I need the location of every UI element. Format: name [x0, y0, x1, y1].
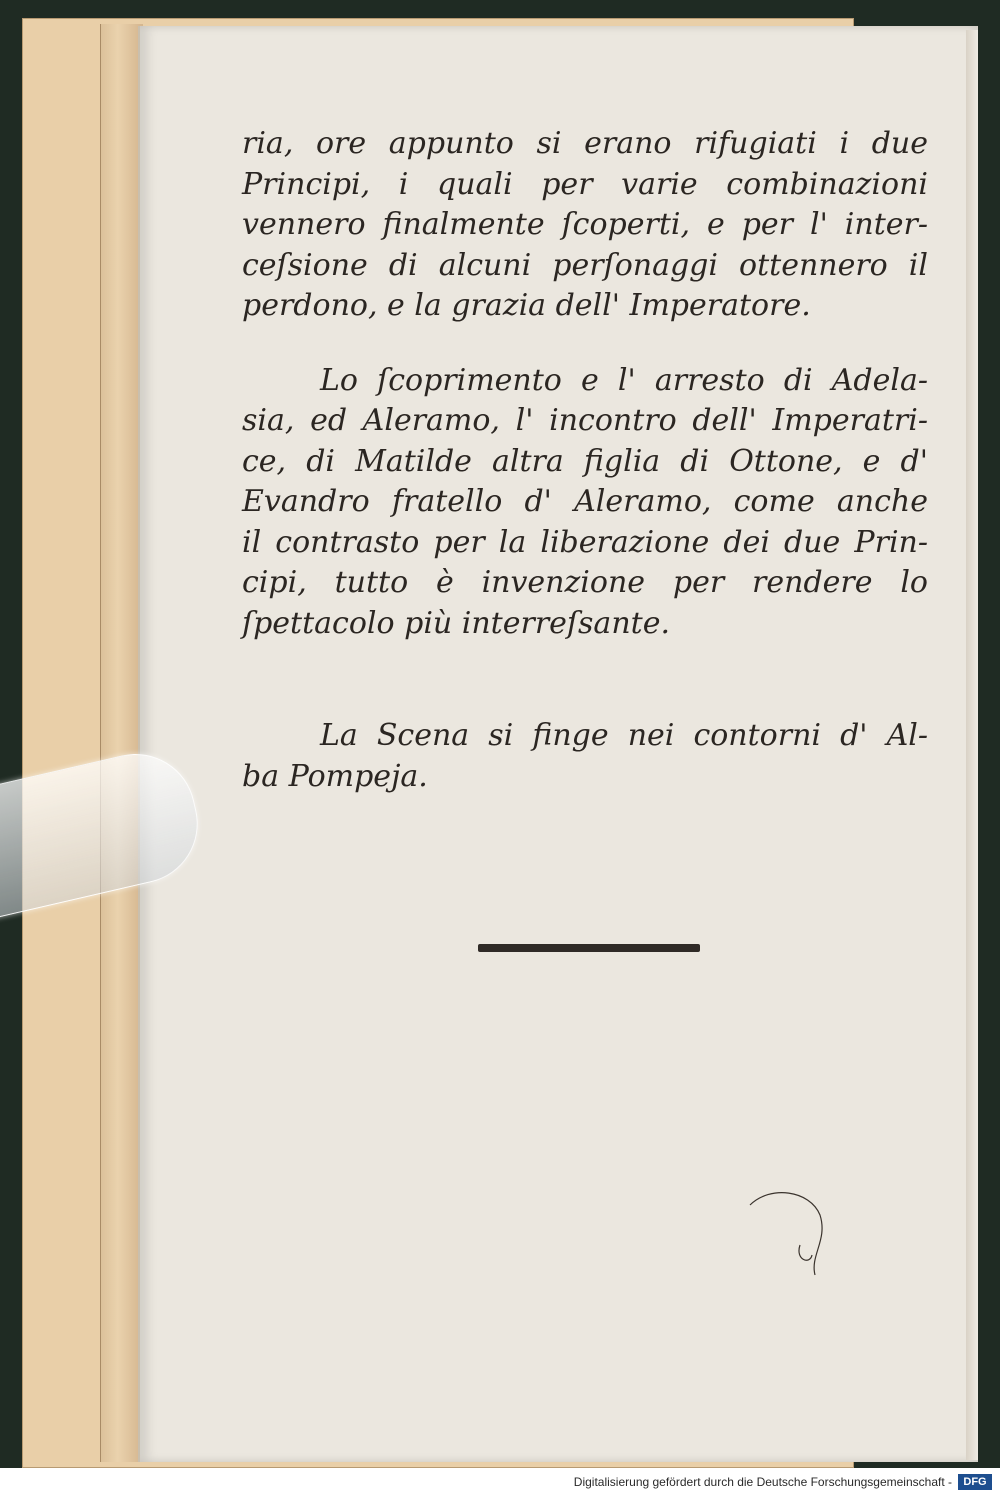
page-edge — [966, 30, 978, 1460]
ornamental-rule — [478, 944, 700, 952]
footer-credit: Digitalisierung gefördert durch die Deutsche Forschungsgemeinschaft - — [573, 1475, 952, 1489]
footer-bar — [0, 1468, 1000, 1497]
text-line: La Scena si finge nei contorni d' Al- — [320, 718, 928, 753]
hair-artifact — [740, 1185, 835, 1280]
text-line: vennero finalmente ſcoperti, e per l' inter- — [242, 207, 928, 242]
text-line: Evandro fratello d' Aleramo, come anche — [242, 484, 928, 519]
page-text — [242, 124, 928, 797]
text-line: Principi, i quali per varie combinazioni — [242, 166, 928, 202]
text-line: ria, ore appunto si erano rifugiati i due — [242, 126, 928, 161]
text-line: perdono, e la grazia dell' Imperatore. — [242, 288, 811, 323]
text-line: Lo ſcoprimento e l' arresto di Adela- — [320, 362, 928, 398]
cover-fold — [100, 24, 143, 1462]
paragraph-intro — [242, 124, 928, 327]
text-line: ſpettacolo più interreſsante. — [242, 605, 670, 641]
text-line: ceſsione di alcuni perſonaggi ottennero il — [242, 247, 928, 283]
paragraph-scoprimento — [242, 361, 928, 645]
text-line: ce, di Matilde altra figlia di Ottone, e d' — [242, 443, 928, 479]
text-line: sia, ed Aleramo, l' incontro dell' Imperatri- — [242, 403, 928, 438]
text-line: cipi, tutto è invenzione per rendere lo — [242, 565, 928, 600]
text-line: ba Pompeja. — [242, 758, 428, 794]
text-line: il contrasto per la liberazione dei due Prin- — [242, 524, 928, 560]
dfg-logo: DFG — [958, 1474, 992, 1490]
paragraph-scena — [242, 716, 928, 797]
